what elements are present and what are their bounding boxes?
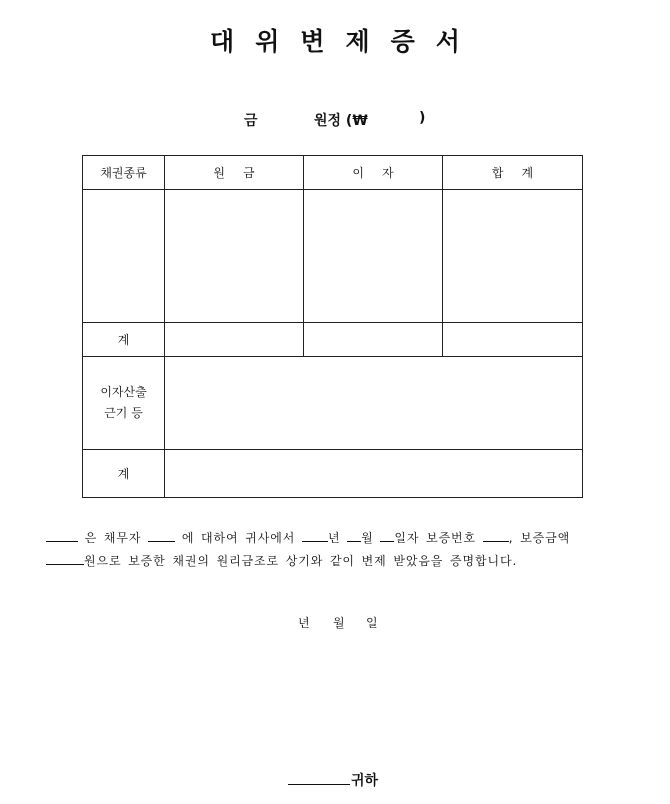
sum-total[interactable] — [443, 323, 583, 357]
statement-line-1 — [46, 529, 606, 546]
amount-geum-label: 금 — [244, 113, 258, 129]
basis-label — [83, 357, 165, 450]
table-entry-row — [83, 190, 583, 323]
blank-year[interactable] — [302, 530, 328, 542]
date-day-label: 일 — [366, 616, 378, 630]
basis-label-line1: 이자산출 — [100, 385, 147, 399]
header-principal: 원금 — [165, 156, 304, 190]
total-content[interactable] — [165, 450, 583, 498]
sum-label: 계 — [83, 323, 165, 357]
table-total-row — [83, 450, 583, 498]
addressee-line — [288, 770, 378, 790]
date-year-label: 년 — [298, 616, 310, 630]
cell-interest[interactable] — [304, 190, 443, 323]
blank-guarantor[interactable] — [46, 530, 78, 542]
statement-part-1: 은 채무자 — [84, 531, 142, 545]
statement-part-5: 일자 보증번호 — [394, 531, 477, 545]
cell-claim-type[interactable] — [83, 190, 165, 323]
amount-close-paren: ) — [419, 110, 426, 126]
table-header-row — [83, 156, 583, 190]
table-basis-row — [83, 357, 583, 450]
header-total: 합계 — [443, 156, 583, 190]
blank-debtor[interactable] — [148, 530, 175, 542]
statement-part-6: , 보증금액 — [508, 531, 571, 545]
sum-interest[interactable] — [304, 323, 443, 357]
addressee-label: 귀하 — [351, 773, 379, 789]
statement-part-3: 년 — [327, 531, 341, 545]
blank-guarantee-amount[interactable] — [46, 553, 84, 565]
basis-label-line2: 근기 등 — [104, 406, 143, 420]
sum-principal[interactable] — [165, 323, 304, 357]
total-label: 계 — [83, 450, 165, 498]
table-sum-row — [83, 323, 583, 357]
document-title: 대위변제증서 — [210, 27, 481, 56]
statement-line-2 — [46, 552, 606, 569]
cell-principal[interactable] — [165, 190, 304, 323]
basis-content[interactable] — [165, 357, 583, 450]
header-claim-type: 채권종류 — [83, 156, 165, 190]
blank-addressee[interactable] — [288, 770, 350, 785]
date-month-label: 월 — [333, 616, 345, 630]
blank-day[interactable] — [380, 530, 394, 542]
blank-month[interactable] — [347, 530, 361, 542]
statement-part-4: 월 — [361, 531, 374, 545]
claims-table — [82, 155, 583, 498]
statement-line-2-text: 원으로 보증한 채권의 원리금조로 상기와 같이 변제 받았음을 증명합니다. — [84, 554, 518, 568]
blank-guarantee-number[interactable] — [483, 530, 509, 542]
statement-part-2: 에 대하여 귀사에서 — [181, 531, 296, 545]
cell-total[interactable] — [443, 190, 583, 323]
header-interest: 이자 — [304, 156, 443, 190]
amount-won-label: 원정 (₩ — [314, 113, 368, 129]
